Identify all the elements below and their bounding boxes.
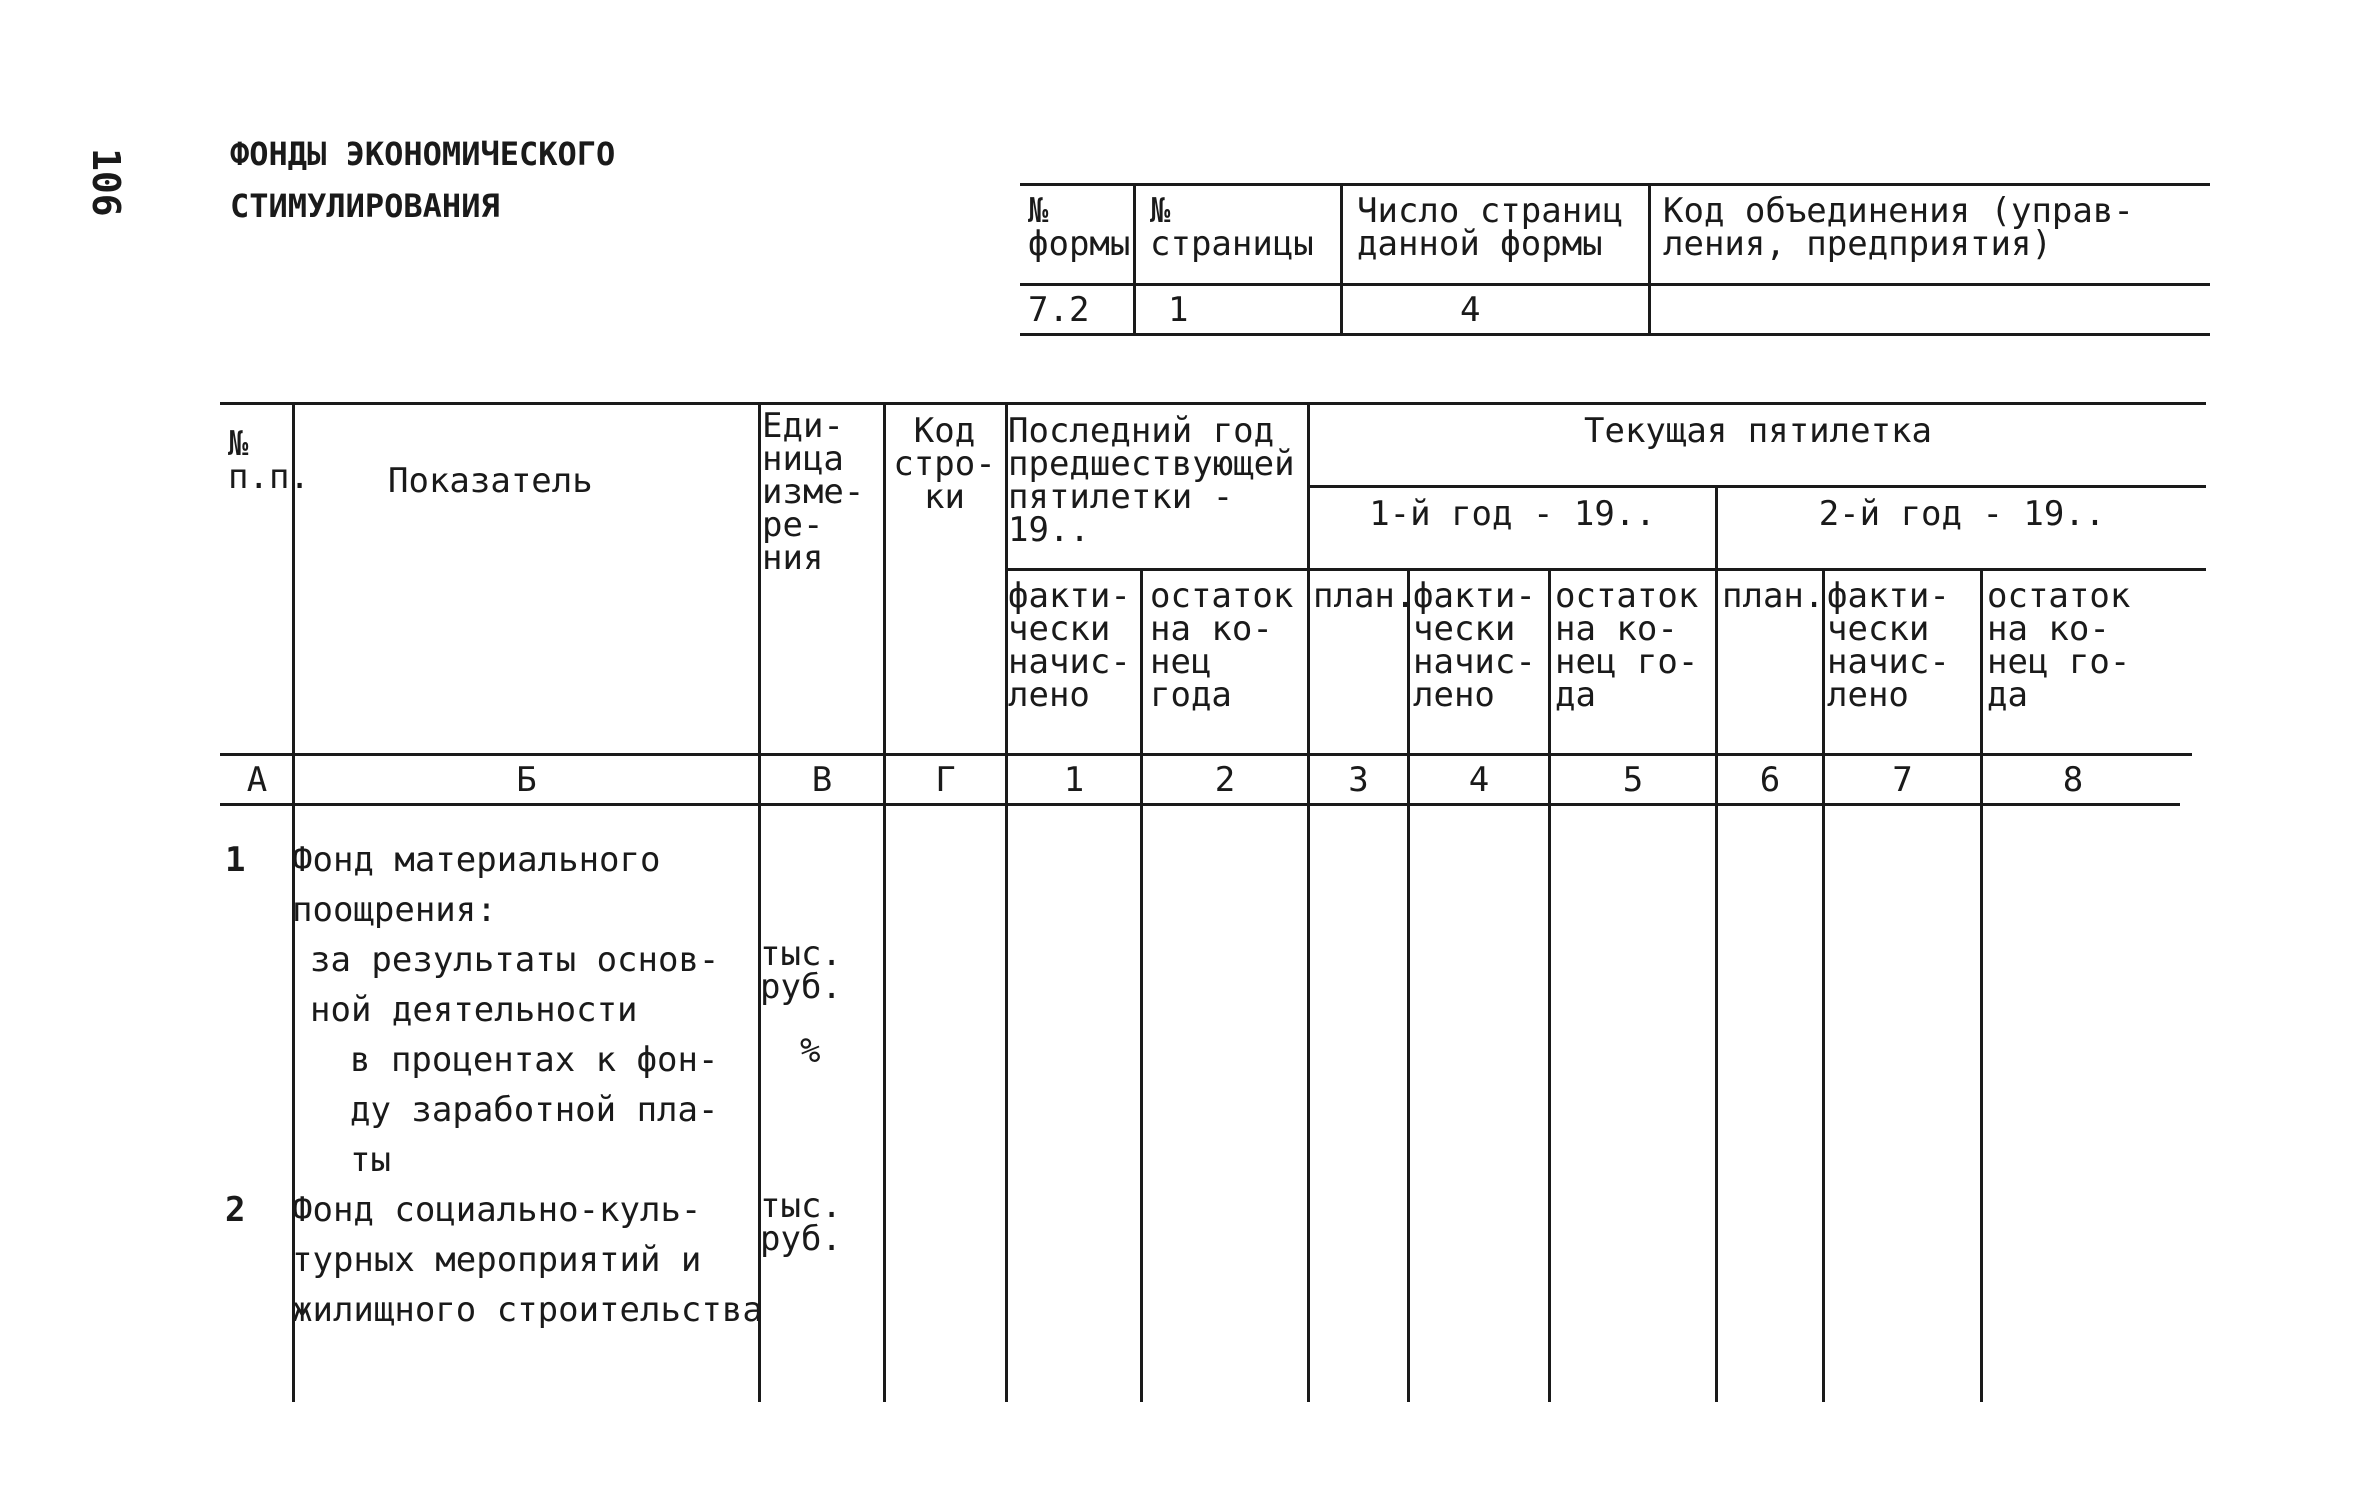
header-unit: Еди- ница изме- ре- ния <box>762 406 865 578</box>
page-count-value: 4 <box>1460 290 1481 330</box>
row1a-indicator: за результаты основ- ной деятельности <box>310 940 720 1030</box>
header-year1: 1-й год - 19.. <box>1369 494 1656 534</box>
column-code-6: 6 <box>1759 760 1781 800</box>
header-plan-year1: план. <box>1313 576 1416 616</box>
header-actual-year2: факти- чески начис- лено <box>1827 576 1950 715</box>
page-title-line2: СТИМУЛИРОВАНИЯ <box>230 187 500 225</box>
row1-indicator: Фонд материального поощрения: <box>292 840 661 930</box>
column-code-b: Б <box>516 760 537 800</box>
column-code-g: Г <box>935 760 956 800</box>
column-code-v: В <box>811 760 833 800</box>
header-balance-year2: остаток на ко- нец го- да <box>1987 576 2131 715</box>
header-row-number: № п.п. <box>228 424 310 497</box>
column-code-8: 8 <box>2062 760 2084 800</box>
organization-code-header: Код объединения (управ- ления, предприятия) <box>1663 191 2134 264</box>
row1a-unit: тыс. руб. <box>760 934 842 1007</box>
page-count-header: Число страниц данной формы <box>1357 191 1624 264</box>
page-number-value: 1 <box>1168 290 1189 330</box>
header-current-5yr: Текущая пятилетка <box>1584 411 1932 451</box>
header-plan-year2: план. <box>1722 576 1825 616</box>
page-number-header: № страницы <box>1150 191 1314 264</box>
form-number-header: № формы <box>1028 191 1131 264</box>
column-code-3: 3 <box>1348 760 1369 800</box>
column-code-7: 7 <box>1892 760 1913 800</box>
row1b-unit: % <box>800 1031 821 1071</box>
header-year2: 2-й год - 19.. <box>1818 494 2106 534</box>
row2-number: 2 <box>225 1190 246 1230</box>
row1b-indicator: в процентах к фон- ду заработной пла- ты <box>350 1040 719 1180</box>
header-line-code: Код стро- ки <box>893 411 996 517</box>
page-number: 106 <box>84 148 128 217</box>
row2-indicator: Фонд социально-куль- турных мероприятий и жилищного строительства <box>292 1190 763 1330</box>
column-code-a: А <box>246 760 268 800</box>
column-code-1: 1 <box>1063 760 1085 800</box>
page-title-line1: ФОНДЫ ЭКОНОМИЧЕСКОГО <box>230 135 616 173</box>
column-code-5: 5 <box>1622 760 1644 800</box>
row2-unit: тыс. руб. <box>760 1186 842 1259</box>
header-year-end-balance: остаток на ко- нец года <box>1150 576 1294 715</box>
row1-number: 1 <box>225 840 246 880</box>
form-number-value: 7.2 <box>1028 290 1090 330</box>
header-actual-accrued: факти- чески начис- лено <box>1008 576 1131 715</box>
header-balance-year1: остаток на ко- нец го- да <box>1555 576 1699 715</box>
header-last-year-prev-5yr: Последний год предшествующей пятилетки - 19.. <box>1008 411 1295 550</box>
header-indicator: Показатель <box>388 461 593 501</box>
header-actual-year1: факти- чески начис- лено <box>1413 576 1536 715</box>
column-code-2: 2 <box>1214 760 1236 800</box>
column-code-4: 4 <box>1468 760 1490 800</box>
